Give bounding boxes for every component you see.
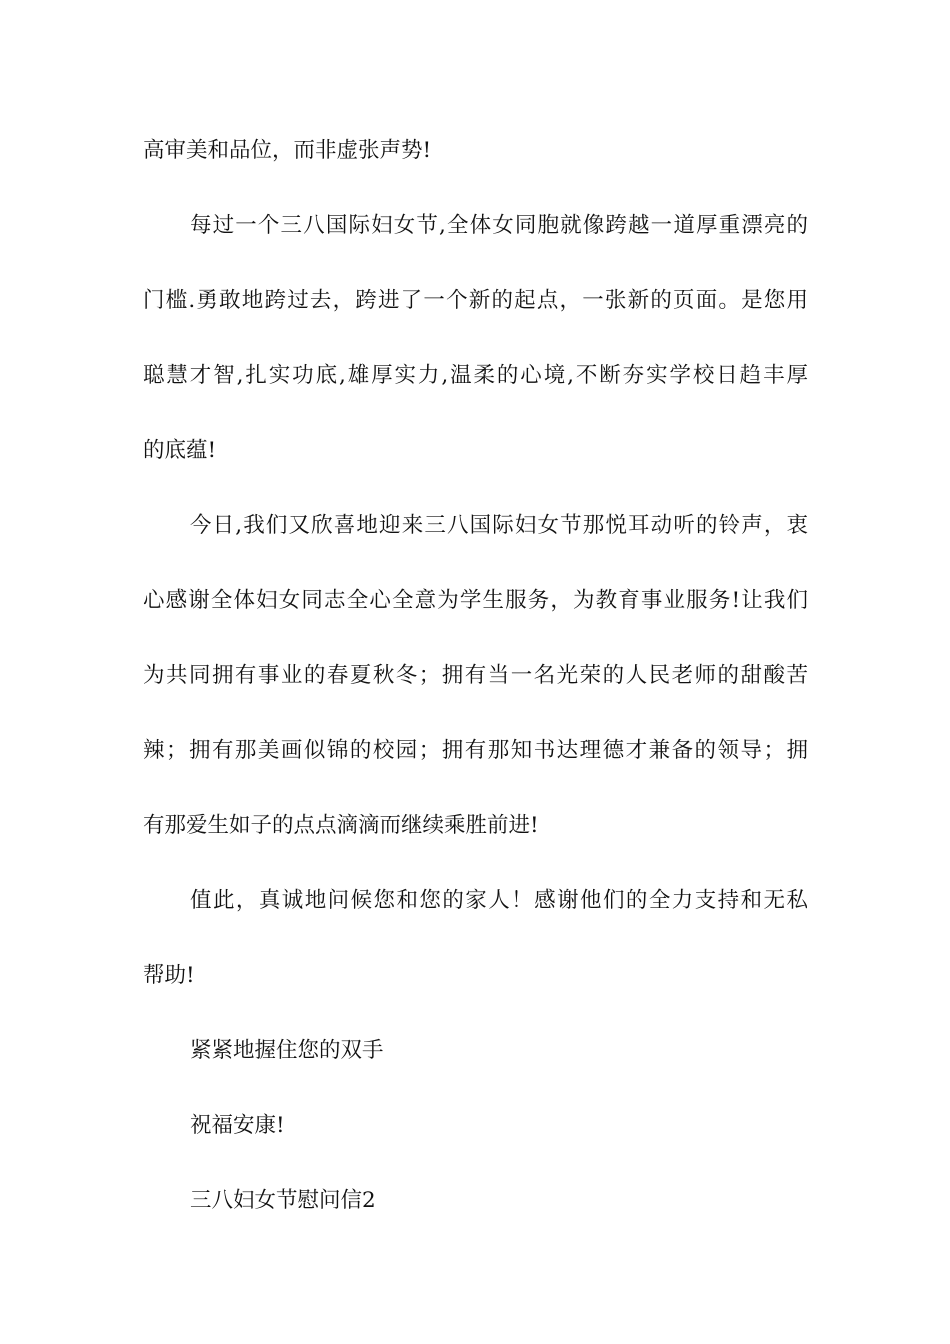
paragraph-first-line: 值此，真诚地问候您和您的家人！感谢他们的全力支持和无私: [190, 888, 808, 913]
text-line: 为共同拥有事业的春夏秋冬；拥有当一名光荣的人民老师的甜酸苦: [143, 663, 808, 688]
closing-line: 紧紧地握住您的双手: [190, 1038, 384, 1063]
text-line: 聪慧才智,扎实功底,雄厚实力,温柔的心境,不断夯实学校日趋丰厚: [143, 363, 808, 388]
text-line: 辣；拥有那美画似锦的校园；拥有那知书达理德才兼备的领导；拥: [143, 738, 808, 763]
text-line: 高审美和品位，而非虚张声势!: [143, 138, 432, 163]
paragraph-first-line: 每过一个三八国际妇女节,全体女同胞就像跨越一道厚重漂亮的: [190, 213, 808, 238]
text-line: 帮助!: [143, 963, 195, 988]
text-line: 的底蕴!: [143, 438, 217, 463]
closing-blessing: 祝福安康!: [190, 1113, 285, 1138]
paragraph-first-line: 今日,我们又欣喜地迎来三八国际妇女节那悦耳动听的铃声，衷: [190, 513, 808, 538]
section-heading: 三八妇女节慰问信2: [190, 1188, 376, 1213]
text-line: 有那爱生如子的点点滴滴而继续乘胜前进!: [143, 813, 539, 838]
text-line: 门槛.勇敢地跨过去，跨进了一个新的起点，一张新的页面。是您用: [143, 288, 808, 313]
text-line: 心感谢全体妇女同志全心全意为学生服务，为教育事业服务!让我们: [143, 588, 808, 613]
